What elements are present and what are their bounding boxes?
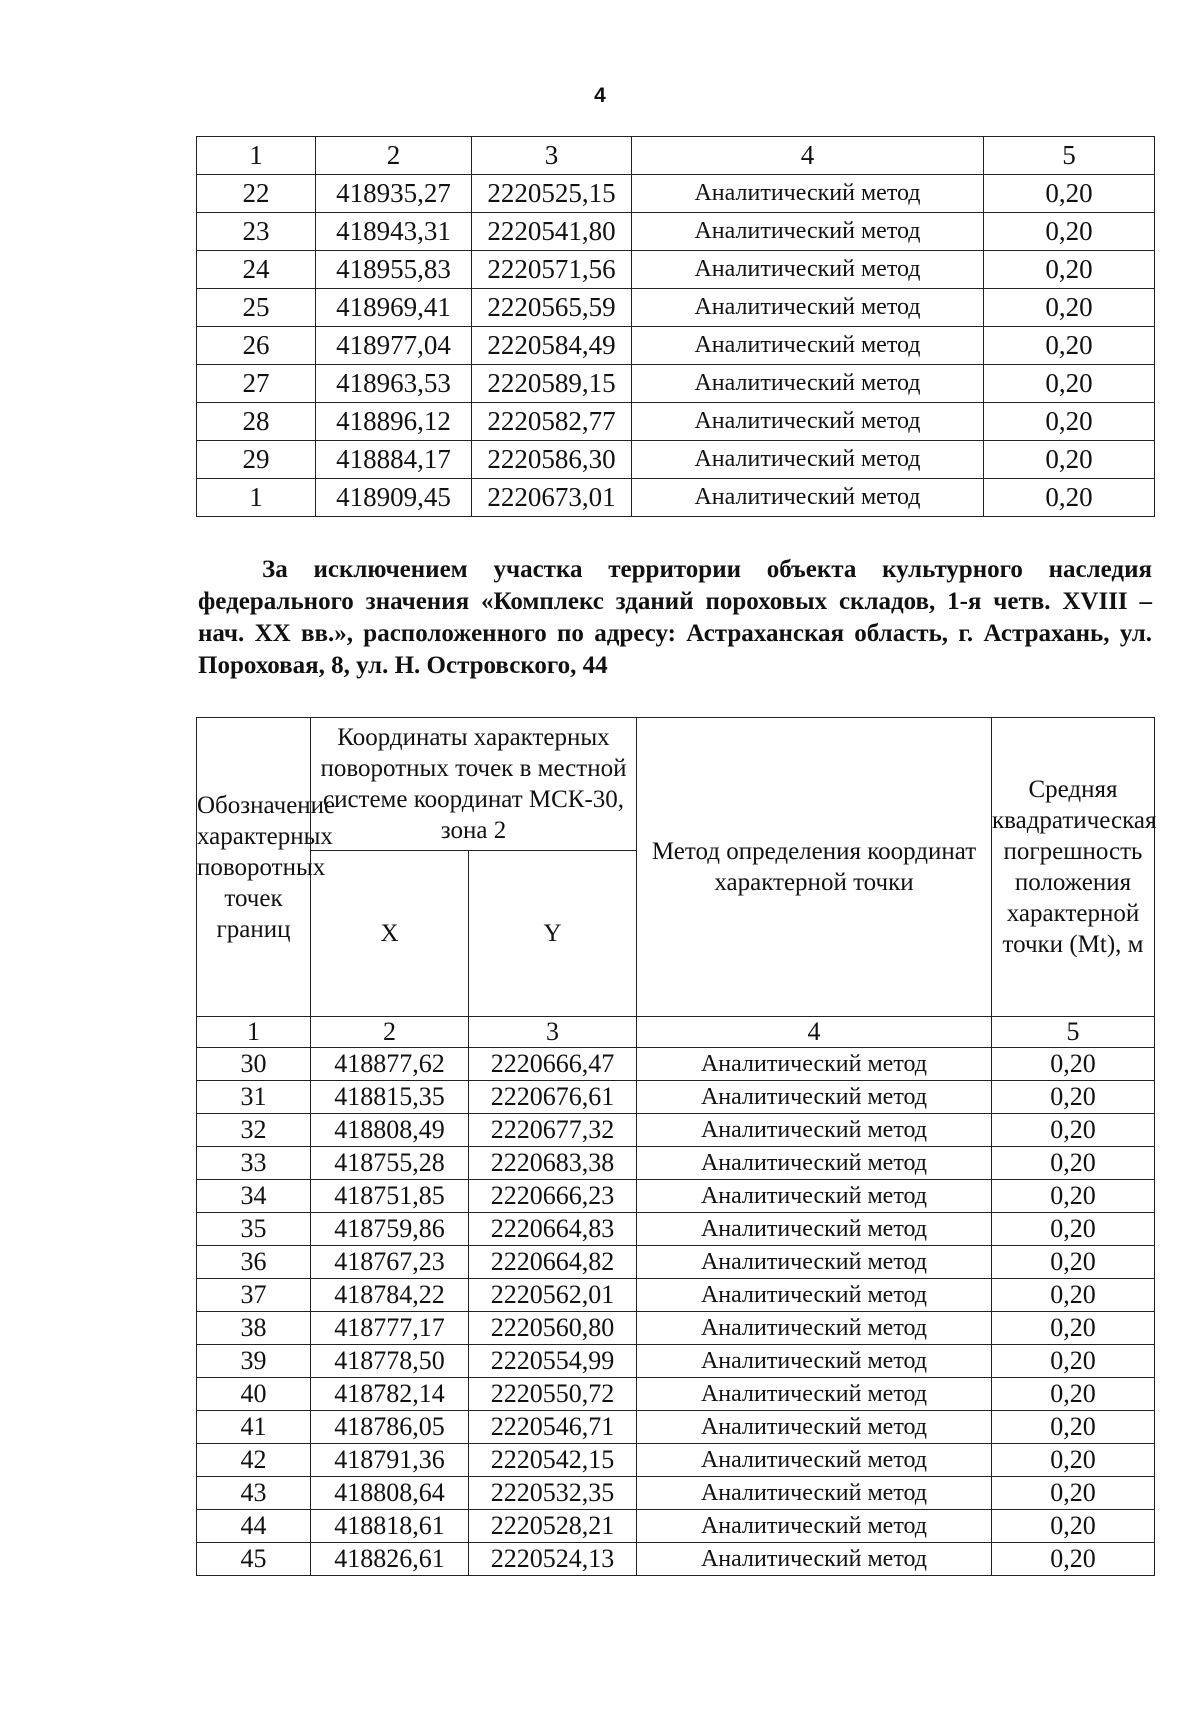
method-cell: Аналитический метод [637, 1444, 992, 1477]
table-row [197, 1312, 1155, 1345]
exclusion-paragraph: За исключением участка территории объекта культурного наследия федерального значения «Комплекс зданий пороховых складов, 1-я четв. XVIII – нач. XX вв.», расположенного по адресу: Астраханская область, г. Астрахань, ул. Пороховая, 8, ул. Н. Островского, 44 [198, 556, 1152, 679]
x-coordinate-cell: 418826,61 [311, 1543, 469, 1576]
point-number-cell: 28 [197, 403, 316, 441]
coordinates-table-body [197, 137, 1155, 517]
error-cell: 0,20 [992, 1378, 1155, 1411]
y-coordinate-cell: 2220589,15 [472, 365, 632, 403]
table-row [197, 1279, 1155, 1312]
y-coordinate-cell: 2220541,80 [472, 213, 632, 251]
y-coordinate-cell: 2220524,13 [469, 1543, 637, 1576]
table-row [197, 1444, 1155, 1477]
page-number: 4 [594, 84, 606, 107]
error-cell: 0,20 [992, 1477, 1155, 1510]
table-row [197, 365, 1155, 403]
method-cell: Аналитический метод [637, 1510, 992, 1543]
x-coordinate-cell: 418818,61 [311, 1510, 469, 1543]
error-cell: 0,20 [984, 251, 1155, 289]
error-cell: 0,20 [992, 1279, 1155, 1312]
table-row [197, 1543, 1155, 1576]
y-coordinate-cell: 2220554,99 [469, 1345, 637, 1378]
point-number-cell: 24 [197, 251, 316, 289]
y-coordinate-cell: 2220528,21 [469, 1510, 637, 1543]
point-number-cell: 36 [197, 1246, 311, 1279]
method-cell: Аналитический метод [632, 251, 984, 289]
method-cell: Аналитический метод [632, 441, 984, 479]
point-number-cell: 31 [197, 1081, 311, 1114]
point-number-cell: 44 [197, 1510, 311, 1543]
excluded-area-coordinates-table [196, 717, 1155, 1576]
x-coordinate-cell: 418896,12 [316, 403, 472, 441]
x-coordinate-cell: 418782,14 [311, 1378, 469, 1411]
column-number: 3 [472, 137, 632, 175]
method-cell: Аналитический метод [632, 403, 984, 441]
method-cell: Аналитический метод [637, 1345, 992, 1378]
point-number-cell: 34 [197, 1180, 311, 1213]
table-row [197, 327, 1155, 365]
y-coordinate-cell: 2220546,71 [469, 1411, 637, 1444]
x-coordinate-cell: 418808,64 [311, 1477, 469, 1510]
x-coordinate-cell: 418977,04 [316, 327, 472, 365]
error-cell: 0,20 [984, 213, 1155, 251]
y-coordinate-cell: 2220532,35 [469, 1477, 637, 1510]
column-number: 2 [316, 137, 472, 175]
point-number-cell: 30 [197, 1048, 311, 1081]
table-row [197, 1180, 1155, 1213]
method-cell: Аналитический метод [637, 1114, 992, 1147]
y-coordinate-cell: 2220571,56 [472, 251, 632, 289]
method-header: Метод определения координат характерной точки [637, 718, 992, 1017]
excluded-area-table-body [197, 718, 1155, 1576]
table-row [197, 251, 1155, 289]
y-coordinate-cell: 2220676,61 [469, 1081, 637, 1114]
error-cell: 0,20 [992, 1345, 1155, 1378]
table-row [197, 289, 1155, 327]
column-number: 2 [311, 1017, 469, 1048]
method-cell: Аналитический метод [632, 479, 984, 517]
point-number-cell: 45 [197, 1543, 311, 1576]
x-coordinate-cell: 418755,28 [311, 1147, 469, 1180]
y-coordinate-cell: 2220565,59 [472, 289, 632, 327]
x-coordinate-cell: 418778,50 [311, 1345, 469, 1378]
point-number-cell: 25 [197, 289, 316, 327]
x-coordinate-cell: 418759,86 [311, 1213, 469, 1246]
method-cell: Аналитический метод [637, 1543, 992, 1576]
point-number-cell: 40 [197, 1378, 311, 1411]
method-cell: Аналитический метод [637, 1048, 992, 1081]
x-coordinate-cell: 418877,62 [311, 1048, 469, 1081]
table-row [197, 213, 1155, 251]
column-number: 4 [637, 1017, 992, 1048]
method-cell: Аналитический метод [632, 289, 984, 327]
x-coordinate-cell: 418786,05 [311, 1411, 469, 1444]
method-cell: Аналитический метод [632, 213, 984, 251]
column-number: 1 [197, 1017, 311, 1048]
y-coordinate-cell: 2220666,23 [469, 1180, 637, 1213]
x-coordinate-cell: 418777,17 [311, 1312, 469, 1345]
method-cell: Аналитический метод [637, 1279, 992, 1312]
y-header: Y [469, 851, 637, 1017]
point-number-cell: 38 [197, 1312, 311, 1345]
table-row [197, 1114, 1155, 1147]
point-number-cell: 39 [197, 1345, 311, 1378]
error-cell: 0,20 [992, 1180, 1155, 1213]
x-coordinate-cell: 418943,31 [316, 213, 472, 251]
method-cell: Аналитический метод [637, 1147, 992, 1180]
method-cell: Аналитический метод [632, 365, 984, 403]
header-row [197, 718, 1155, 851]
point-number-cell: 33 [197, 1147, 311, 1180]
coordinates-header: Координаты характерных поворотных точек в местной системе координат МСК-30, зона 2 [311, 718, 637, 851]
y-coordinate-cell: 2220582,77 [472, 403, 632, 441]
error-cell: 0,20 [992, 1213, 1155, 1246]
error-cell: 0,20 [992, 1510, 1155, 1543]
y-coordinate-cell: 2220562,01 [469, 1279, 637, 1312]
table-row [197, 1378, 1155, 1411]
error-cell: 0,20 [984, 327, 1155, 365]
error-cell: 0,20 [984, 403, 1155, 441]
method-cell: Аналитический метод [637, 1081, 992, 1114]
table-row [197, 479, 1155, 517]
y-coordinate-cell: 2220586,30 [472, 441, 632, 479]
x-coordinate-cell: 418909,45 [316, 479, 472, 517]
table-row [197, 1345, 1155, 1378]
method-cell: Аналитический метод [637, 1312, 992, 1345]
y-coordinate-cell: 2220673,01 [472, 479, 632, 517]
error-cell: 0,20 [984, 175, 1155, 213]
table-row [197, 1147, 1155, 1180]
method-cell: Аналитический метод [632, 175, 984, 213]
error-cell: 0,20 [984, 365, 1155, 403]
error-cell: 0,20 [992, 1444, 1155, 1477]
y-coordinate-cell: 2220550,72 [469, 1378, 637, 1411]
column-number-row [197, 1017, 1155, 1048]
column-number: 1 [197, 137, 316, 175]
error-cell: 0,20 [992, 1411, 1155, 1444]
point-number-cell: 23 [197, 213, 316, 251]
table-row [197, 1411, 1155, 1444]
column-number: 3 [469, 1017, 637, 1048]
y-coordinate-cell: 2220584,49 [472, 327, 632, 365]
column-number: 4 [632, 137, 984, 175]
x-header: X [311, 851, 469, 1017]
table-row [197, 1081, 1155, 1114]
x-coordinate-cell: 418955,83 [316, 251, 472, 289]
y-coordinate-cell: 2220525,15 [472, 175, 632, 213]
error-cell: 0,20 [992, 1543, 1155, 1576]
table-row [197, 1048, 1155, 1081]
method-cell: Аналитический метод [637, 1246, 992, 1279]
table-row [197, 1246, 1155, 1279]
method-cell: Аналитический метод [632, 327, 984, 365]
table-row [197, 1213, 1155, 1246]
table-row [197, 441, 1155, 479]
x-coordinate-cell: 418767,23 [311, 1246, 469, 1279]
error-cell: 0,20 [984, 289, 1155, 327]
table-row [197, 403, 1155, 441]
method-cell: Аналитический метод [637, 1411, 992, 1444]
method-cell: Аналитический метод [637, 1477, 992, 1510]
x-coordinate-cell: 418791,36 [311, 1444, 469, 1477]
x-coordinate-cell: 418784,22 [311, 1279, 469, 1312]
y-coordinate-cell: 2220664,83 [469, 1213, 637, 1246]
error-cell: 0,20 [984, 441, 1155, 479]
error-cell: 0,20 [984, 479, 1155, 517]
method-cell: Аналитический метод [637, 1378, 992, 1411]
table-row [197, 1510, 1155, 1543]
y-coordinate-cell: 2220683,38 [469, 1147, 637, 1180]
point-number-cell: 42 [197, 1444, 311, 1477]
error-cell: 0,20 [992, 1114, 1155, 1147]
error-header: Средняя квадратическая погрешность положения характерной точки (Mt), м [992, 718, 1155, 1017]
x-coordinate-cell: 418751,85 [311, 1180, 469, 1213]
error-cell: 0,20 [992, 1246, 1155, 1279]
table-row [197, 1477, 1155, 1510]
x-coordinate-cell: 418815,35 [311, 1081, 469, 1114]
point-number-cell: 37 [197, 1279, 311, 1312]
error-cell: 0,20 [992, 1048, 1155, 1081]
method-cell: Аналитический метод [637, 1180, 992, 1213]
column-number: 5 [992, 1017, 1155, 1048]
x-coordinate-cell: 418935,27 [316, 175, 472, 213]
x-coordinate-cell: 418884,17 [316, 441, 472, 479]
method-cell: Аналитический метод [637, 1213, 992, 1246]
x-coordinate-cell: 418969,41 [316, 289, 472, 327]
y-coordinate-cell: 2220542,15 [469, 1444, 637, 1477]
point-number-cell: 29 [197, 441, 316, 479]
point-number-cell: 1 [197, 479, 316, 517]
point-number-cell: 26 [197, 327, 316, 365]
y-coordinate-cell: 2220666,47 [469, 1048, 637, 1081]
point-number-cell: 27 [197, 365, 316, 403]
point-number-cell: 35 [197, 1213, 311, 1246]
point-number-cell: 32 [197, 1114, 311, 1147]
error-cell: 0,20 [992, 1081, 1155, 1114]
column-number-row [197, 137, 1155, 175]
point-number-cell: 41 [197, 1411, 311, 1444]
error-cell: 0,20 [992, 1312, 1155, 1345]
error-cell: 0,20 [992, 1147, 1155, 1180]
x-coordinate-cell: 418808,49 [311, 1114, 469, 1147]
x-coordinate-cell: 418963,53 [316, 365, 472, 403]
designation-header: Обозначение характерных поворотных точек границ [197, 718, 311, 1017]
y-coordinate-cell: 2220560,80 [469, 1312, 637, 1345]
coordinates-table-continued [196, 136, 1155, 517]
table-row [197, 175, 1155, 213]
y-coordinate-cell: 2220677,32 [469, 1114, 637, 1147]
point-number-cell: 43 [197, 1477, 311, 1510]
point-number-cell: 22 [197, 175, 316, 213]
column-number: 5 [984, 137, 1155, 175]
y-coordinate-cell: 2220664,82 [469, 1246, 637, 1279]
